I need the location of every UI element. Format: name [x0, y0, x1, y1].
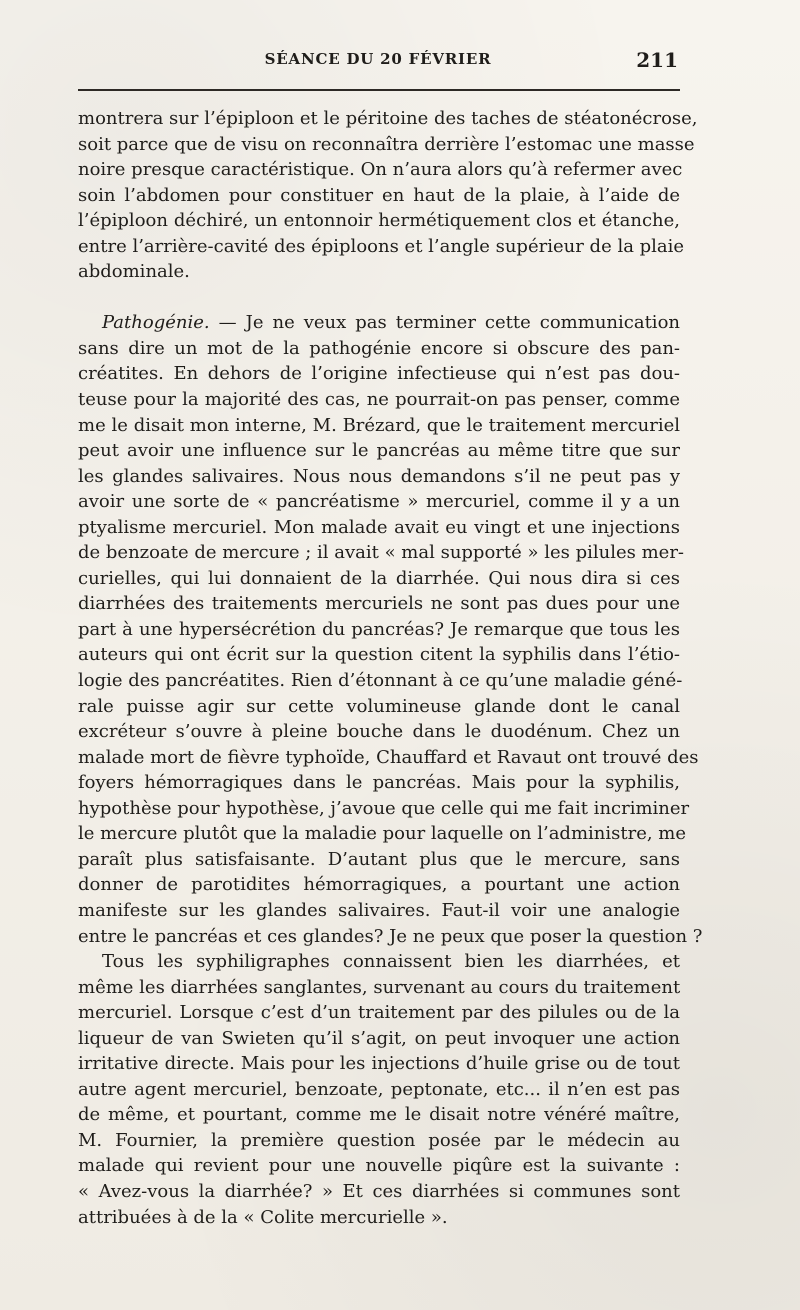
text-line: les glandes salivaires. Nous nous demandons s’il ne peut pas y [78, 465, 680, 487]
body-text [78, 106, 703, 1230]
text-line: Tous les syphiligraphes connaissent bien les diarrhées, et [102, 951, 680, 973]
text-line: entre l’arrière-cavité des épiploons et l’angle supérieur de la plaie [78, 235, 685, 257]
text-line: part à une hypersécrétion du pancréas? Je remarque que tous les [78, 618, 680, 640]
text-line: foyers hémorragiques dans le pancréas. Mais pour la syphilis, [78, 772, 680, 794]
text-line: liqueur de van Swieten qu’il s’agit, on peut invoquer une action [78, 1027, 680, 1049]
text-line: curielles, qui lui donnaient de la diarrhée. Qui nous dira si ces [78, 567, 680, 589]
text-line: noire presque caractéristique. On n’aura alors qu’à refermer avec [78, 159, 683, 181]
text-line: diarrhées des traitements mercuriels ne sont pas dues pour une [78, 593, 680, 615]
text-line: M. Fournier, la première question posée par le médecin au [78, 1129, 680, 1151]
text-line: l’épiploon déchiré, un entonnoir hermétiquement clos et étanche, [78, 210, 680, 232]
text-line: malade qui revient pour une nouvelle piqûre est la suivante : [78, 1155, 680, 1177]
text-line: malade mort de fièvre typhoïde, Chauffard et Ravaut ont trouvé des [78, 746, 699, 768]
text-line: mercuriel. Lorsque c’est d’un traitement par des pilules ou de la [78, 1002, 680, 1024]
text-line: teuse pour la majorité des cas, ne pourrait-on pas penser, comme [78, 389, 680, 411]
text-line: « Avez-vous la diarrhée? » Et ces diarrhées si communes sont [78, 1180, 680, 1202]
running-title: SÉANCE DU 20 FÉVRIER [264, 50, 492, 68]
paragraph-lead: Je ne veux pas terminer cette communication [245, 312, 680, 334]
text-line: entre le pancréas et ces glandes? Je ne peux que poser la question ? [78, 925, 703, 947]
text-line: autre agent mercuriel, benzoate, peptonate, etc... il n’en est pas [78, 1078, 680, 1100]
text-line: même les diarrhées sanglantes, survenant au cours du traitement [78, 976, 681, 998]
text-line: donner de parotidites hémorragiques, a pourtant une action [78, 874, 680, 896]
text-line: excréteur s’ouvre à pleine bouche dans le duodénum. Chez un [78, 721, 680, 743]
section-label: Pathogénie. [102, 312, 210, 334]
page-header [78, 50, 678, 78]
text-line: manifeste sur les glandes salivaires. Faut-il voir une analogie [78, 899, 680, 921]
text-line: créatites. En dehors de l’origine infectieuse qui n’est pas dou- [78, 363, 680, 385]
text-line: de benzoate de mercure ; il avait « mal supporté » les pilules mer- [78, 542, 685, 564]
text-line: avoir une sorte de « pancréatisme » mercuriel, comme il y a un [78, 491, 680, 513]
text-line: paraît plus satisfaisante. D’autant plus que le mercure, sans [78, 848, 680, 870]
text-line: ptyalisme mercuriel. Mon malade avait eu vingt et une injections [78, 516, 680, 538]
text-line: montrera sur l’épiploon et le péritoine des taches de stéatonécrose, [78, 108, 698, 129]
text-line: abdominale. [78, 261, 190, 283]
text-line [78, 310, 680, 336]
text-line: sans dire un mot de la pathogénie encore si obscure des pan- [78, 337, 680, 359]
text-line: attribuées à de la « Colite mercurielle ». [78, 1206, 448, 1228]
text-line: me le disait mon interne, M. Brézard, que le traitement mercuriel [78, 414, 680, 436]
text-line: de même, et pourtant, comme me le disait notre vénéré maître, [78, 1104, 680, 1126]
text-line: soit parce que de visu on reconnaîtra derrière l’estomac une masse [78, 133, 695, 155]
em-dash: — [209, 312, 246, 334]
text-line: hypothèse pour hypothèse, j’avoue que celle qui me fait incriminer [78, 797, 690, 819]
text-line: rale puisse agir sur cette volumineuse glande dont le canal [78, 695, 680, 717]
text-line: irritative directe. Mais pour les injections d’huile grise ou de tout [78, 1053, 680, 1075]
text-line: auteurs qui ont écrit sur la question citent la syphilis dans l’étio- [78, 644, 680, 666]
header-rule [78, 89, 680, 91]
paragraph-gap [78, 285, 680, 311]
text-line: peut avoir une influence sur le pancréas au même titre que sur [78, 440, 680, 462]
text-line: logie des pancréatites. Rien d’étonnant à ce qu’une maladie géné- [78, 670, 683, 692]
text-line: soin l’abdomen pour constituer en haut de la plaie, à l’aide de [78, 184, 680, 206]
text-line: le mercure plutôt que la maladie pour laquelle on l’administre, me [78, 823, 687, 845]
page-number: 211 [636, 48, 678, 72]
